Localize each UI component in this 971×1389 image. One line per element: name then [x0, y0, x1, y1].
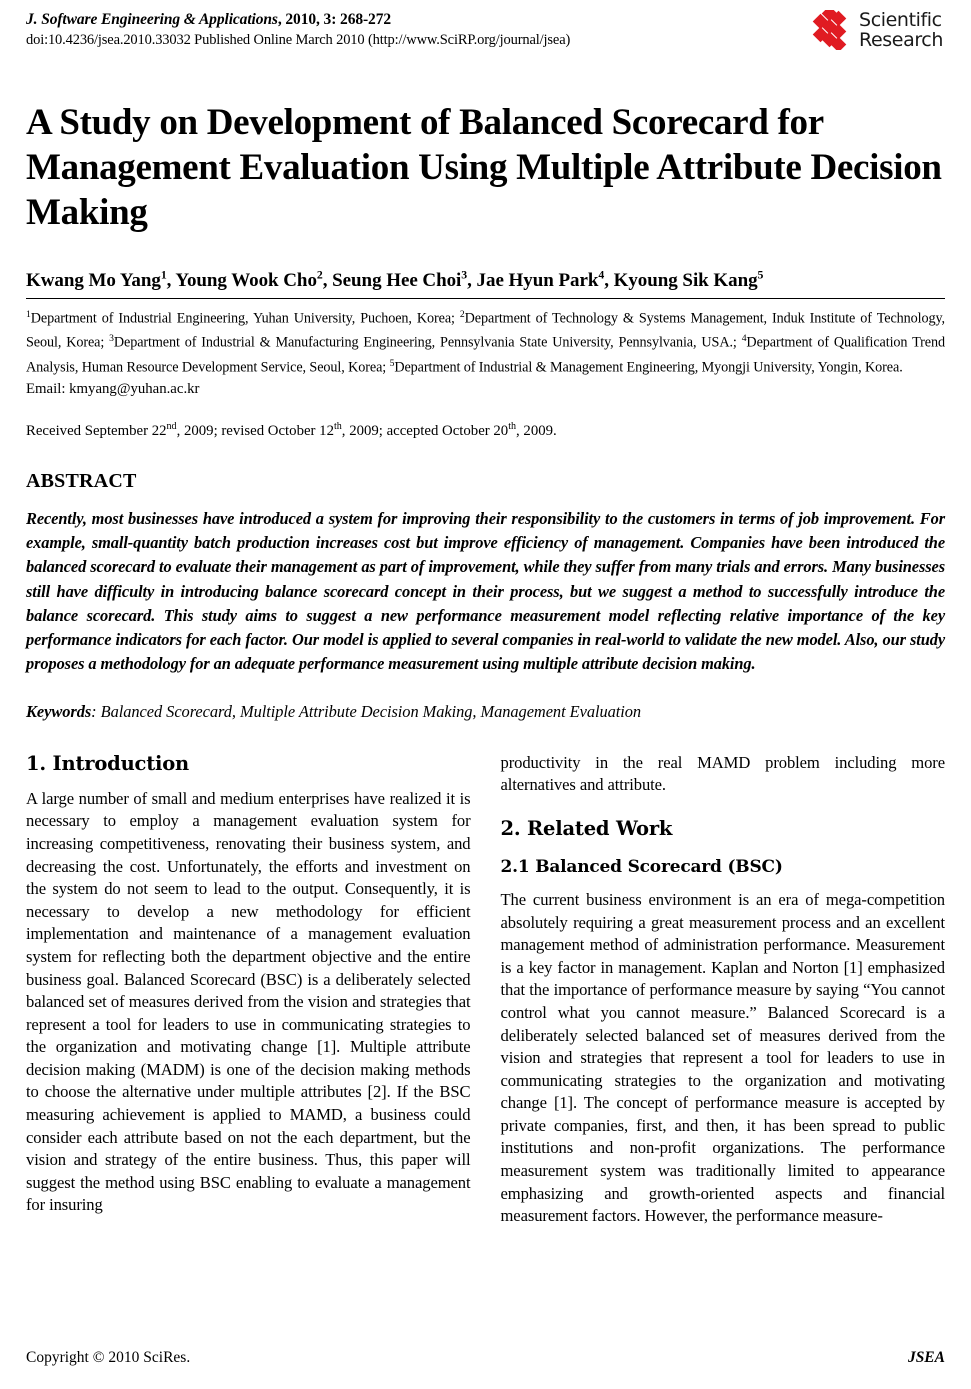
masthead-left — [26, 10, 570, 49]
affiliation-block — [26, 305, 945, 377]
author-entry — [614, 270, 764, 291]
section-heading-introduction: 1. Introduction — [26, 751, 190, 775]
abstract-body: Recently, most businesses have introduced a system for improving their responsibility to the customers in terms of job improvement. For example, small-quantity batch production increases cost but improve efficiency of management. Companies have been introduced the balanced scorecard to evaluate their management as part of improvement, while they suffer from many trials and errors. Many businesses still have difficulty in introducing balance scorecard concept in their process, but we suggest a method to successfully introduce the balance scorecard. This study aims to suggest a new performance measurement model reflecting relative importance of the key performance indicators for each factor. Our model is applied to several companies in real-world to validate the new model. Also, our study proposes a methodology for an adequate performance measurement using multiple attribute decision making. — [26, 508, 945, 674]
accepted-year: , 2009. — [516, 422, 557, 439]
journal-abbreviation: JSEA — [907, 1349, 945, 1366]
author-affiliation-marker: 2 — [316, 269, 323, 282]
contact-email: Email: kmyang@yuhan.ac.kr — [26, 380, 200, 397]
author-affiliation-divider — [26, 298, 945, 299]
subsection-heading-balanced-scorecard: 2.1 Balanced Scorecard (BSC) — [500, 856, 783, 877]
author-name: Jae Hyun Park — [476, 270, 599, 292]
author-affiliation-marker: 4 — [598, 269, 605, 282]
keywords-value: Balanced Scorecard, Multiple Attribute Decision Making, Management Evaluation — [100, 701, 642, 721]
author-entry — [477, 270, 614, 291]
affiliation-marker: 2 — [459, 309, 465, 321]
paper-title: A Study on Development of Balanced Scorecard for Management Evaluation Using Multiple Attribute Decision Making — [26, 102, 942, 233]
journal-issue-meta: , 2010, 3: 268-272 — [277, 11, 392, 28]
body-columns — [26, 752, 945, 1228]
author-name: Young Wook Cho — [175, 270, 317, 292]
author-affiliation-marker: 3 — [461, 269, 468, 282]
affiliation-text: Department of Industrial Engineering, Yuhan University, Puchoen, Korea; — [30, 311, 460, 328]
publisher-logo-line2: Research — [859, 29, 943, 51]
publisher-logo — [810, 10, 945, 50]
author-list — [26, 269, 945, 292]
author-separator: , — [166, 270, 176, 292]
affiliation-text: Department of Qualification Trend Analysis, Human Resource Development Service, Seoul, Korea; — [26, 335, 945, 376]
author-entry — [332, 270, 476, 291]
doi-line: doi:10.4236/jsea.2010.33032 Published Online March 2010 (http://www.SciRP.org/journal/jsea) — [26, 32, 571, 48]
author-separator: , — [467, 270, 477, 292]
accepted-ordinal: th — [508, 420, 517, 432]
author-affiliation-marker: 5 — [757, 269, 764, 282]
journal-name: J. Software Engineering & Applications — [26, 11, 278, 28]
publisher-logo-text — [859, 10, 943, 50]
scientific-research-diamond-logo-icon — [810, 10, 854, 50]
masthead — [26, 10, 945, 62]
revised-year: , 2009; accepted October 20 — [341, 422, 509, 439]
author-name: Kyoung Sik Kang — [613, 270, 758, 292]
submission-dates — [26, 421, 945, 440]
abstract-heading: ABSTRACT — [26, 469, 137, 492]
author-name: Seung Hee Choi — [332, 270, 462, 292]
affiliation-text: Department of Technology & Systems Management, Induk Institute of Technology, Seoul, Korea; — [26, 311, 945, 352]
received-ordinal: nd — [166, 420, 177, 432]
keywords-label: Keywords — [26, 701, 92, 721]
left-column — [26, 752, 471, 1228]
right-column — [501, 752, 946, 1228]
affiliation-marker: 4 — [741, 333, 747, 345]
author-name: Kwang Mo Yang — [26, 270, 161, 292]
received-label: Received September 22 — [26, 422, 167, 439]
affiliation-text: Department of Industrial & Manufacturing Engineering, Pennsylvania State University, Pennsylvania, USA.; — [113, 335, 742, 352]
publisher-logo-line1: Scientific — [859, 9, 942, 31]
page-footer — [26, 1349, 945, 1367]
related-work-paragraph: The current business environment is an era of mega-competition absolutely requiring a great measurement process and an excellent management method of administration performance. Measurement is a key factor in management. Kaplan and Norton [1] emphasized that the importance of performance measure by saying “You cannot control what you cannot measure.” Balanced Scorecard is a deliberately selected balanced set of measures derived from the vision and strategies that represent a tool for leaders to use in communicating strategies to the organization and motivating change [1]. The concept of performance measure is accepted by private companies, first, and then, it has been spread to public institutions and non-profit organizations. The performance measurement system was traditionally limited to appearance emphasizing and growth-oriented aspects and financial measurement factors. However, the performance measure- — [500, 889, 945, 1226]
journal-citation-line — [26, 11, 570, 29]
author-separator: , — [604, 270, 614, 292]
author-entry — [26, 270, 175, 291]
affiliation-marker: 5 — [389, 357, 395, 369]
revised-ordinal: th — [333, 420, 342, 432]
affiliation-text: Department of Industrial & Management Engineering, Myongji University, Yongin, Korea. — [394, 359, 903, 376]
keywords-separator: : — [91, 701, 101, 721]
keywords-line — [26, 702, 945, 722]
introduction-paragraph: A large number of small and medium enterprises have realized it is necessary to employ a management evaluation system for increasing competitiveness, renovating their business system, and decreasing the cost. Unfortunately, the efforts and investment on the system do not seem to lead to the output. Consequently, it is necessary to develop a new methodology for efficient implementation and maintenance of a management evaluation system for reflecting both the department objective and the entire business goal. Balanced Scorecard (BSC) is a deliberately selected balanced set of measures derived from the vision and strategies that represent a tool for leaders to use in communicating strategies to the organization and motivating change [1]. Multiple attribute decision making (MADM) is one of the decision making methods to choose the alternative under multiple attributes [2]. If the BSC measuring achievement is applied to MAMD, a business could consider each attribute based on not the each department, but the vision and strategy of the entire business. Thus, this paper will suggest the method using BSC enabling to evaluate a management for insuring — [26, 788, 471, 1215]
affiliation-marker: 3 — [109, 333, 114, 345]
introduction-continued-paragraph: productivity in the real MAMD problem including more alternatives and attribute. — [500, 752, 945, 795]
section-heading-related-work: 2. Related Work — [500, 816, 673, 840]
copyright-notice: Copyright © 2010 SciRes. — [26, 1349, 191, 1366]
affiliation-marker: 1 — [26, 309, 31, 321]
author-entry — [175, 270, 332, 291]
received-year: , 2009; revised October 12 — [176, 422, 334, 439]
author-affiliation-marker: 1 — [160, 269, 167, 282]
author-separator: , — [322, 270, 333, 292]
